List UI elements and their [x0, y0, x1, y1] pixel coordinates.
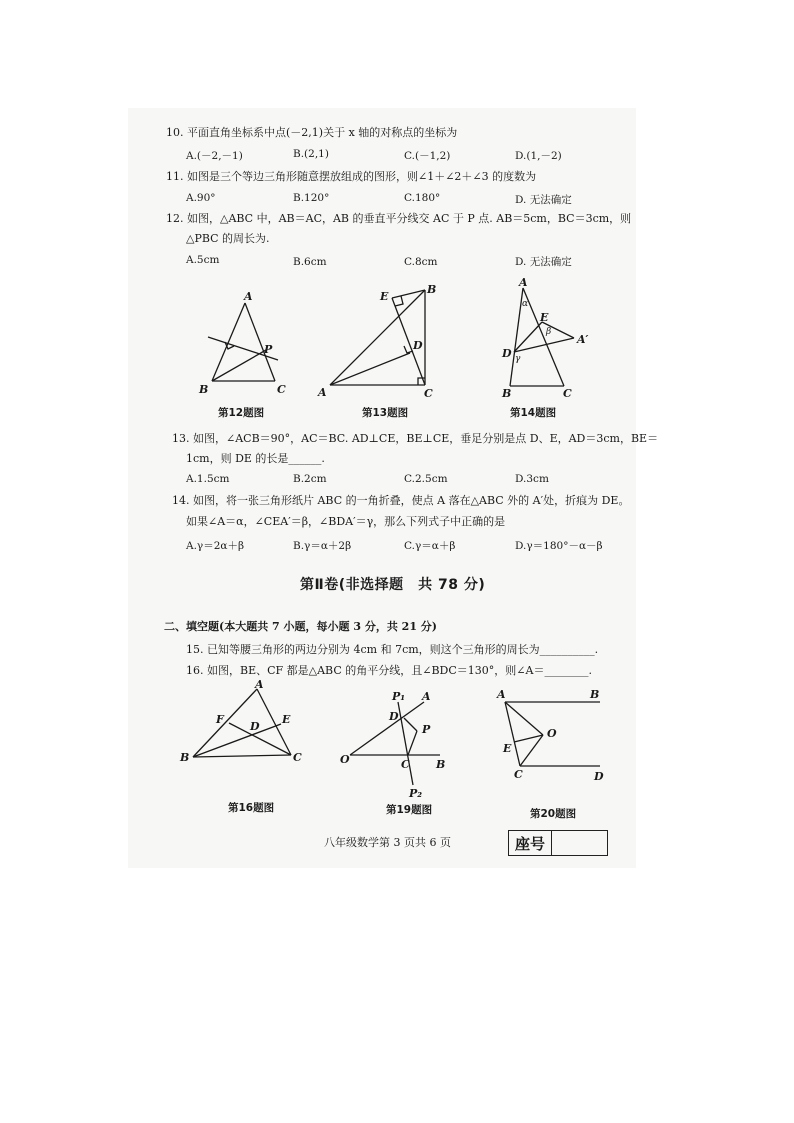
- fig16-label-e: E: [282, 713, 291, 726]
- fig13-caption: 第13题图: [362, 407, 409, 419]
- q12-option-c: C.8cm: [404, 256, 438, 268]
- q16-stem: 16. 如图，BE、CF 都是△ABC 的角平分线，且∠BDC＝130°，则∠A＝________.: [186, 664, 592, 677]
- q12-option-b: B.6cm: [293, 256, 327, 268]
- fig16-label-a: A: [255, 678, 264, 691]
- fig16-label-d: D: [250, 720, 260, 733]
- fig13-label-c: C: [424, 387, 433, 400]
- fig16-label-b: B: [180, 751, 190, 764]
- fig14-label-a-prime: A′: [577, 333, 589, 346]
- fig12-label-c: C: [277, 383, 286, 396]
- q15-stem: 15. 已知等腰三角形的两边分别为 4cm 和 7cm，则这个三角形的周长为__________.: [186, 643, 599, 656]
- q12-stem-line2: △PBC 的周长为.: [186, 232, 270, 245]
- q13-stem-line2: 1cm，则 DE 的长是______.: [186, 452, 325, 465]
- fig14-label-b: B: [502, 387, 512, 400]
- fig19-label-o: O: [340, 753, 350, 766]
- fig14-label-alpha: α: [522, 299, 529, 309]
- fig19-label-p1: P₁: [392, 690, 406, 703]
- seat-label: 座号: [509, 831, 552, 855]
- fig19-caption: 第19题图: [386, 804, 433, 816]
- q13-stem-line1: 13. 如图，∠ACB＝90°，AC＝BC. AD⊥CE，BE⊥CE，垂足分别是点 D、E，AD＝3cm，BE＝: [172, 432, 659, 445]
- fig12-label-p: P: [264, 343, 273, 356]
- fig14-caption: 第14题图: [510, 407, 557, 419]
- fig20-label-d: D: [594, 770, 604, 783]
- fig19-label-p2: P₂: [409, 787, 423, 800]
- fig12-caption: 第12题图: [218, 407, 265, 419]
- fig14-label-beta: β: [546, 327, 552, 337]
- q14-option-d: D.γ＝180°－α－β: [515, 540, 603, 552]
- fig20-label-c: C: [514, 768, 523, 781]
- fig20-caption: 第20题图: [530, 808, 577, 820]
- q10-option-c: C.(－1,2): [404, 150, 451, 162]
- fig13-label-e: E: [380, 290, 389, 303]
- q10-stem: 10. 平面直角坐标系中点(－2,1)关于 x 轴的对称点的坐标为: [166, 126, 458, 139]
- part-2-header: 二、填空题(本大题共 7 小题，每小题 3 分，共 21 分): [164, 620, 438, 633]
- q12-option-a: A.5cm: [186, 254, 220, 266]
- q10-option-b: B.(2,1): [293, 148, 329, 160]
- fig12-label-b: B: [199, 383, 209, 396]
- q14-option-c: C.γ＝α＋β: [404, 540, 456, 552]
- q11-option-c: C.180°: [404, 192, 441, 204]
- q14-stem-line1: 14. 如图，将一张三角形纸片 ABC 的一角折叠，使点 A 落在△ABC 外的 A′处，折痕为 DE。: [172, 494, 630, 507]
- q12-stem-line1: 12. 如图，△ABC 中，AB＝AC，AB 的垂直平分线交 AC 于 P 点. AB＝5cm，BC＝3cm，则: [166, 212, 632, 225]
- fig19-label-p: P: [422, 723, 431, 736]
- fig19-label-c: C: [401, 758, 410, 771]
- fig13-label-a: A: [318, 386, 327, 399]
- fig14-label-a: A: [519, 276, 528, 289]
- fig16-label-f: F: [216, 713, 224, 726]
- q11-option-d: D. 无法确定: [515, 194, 572, 206]
- q14-option-a: A.γ＝2α＋β: [186, 540, 245, 552]
- fig19-label-b: B: [436, 758, 446, 771]
- q10-option-a: A.(－2,－1): [186, 150, 243, 162]
- fig13-label-b: B: [427, 283, 437, 296]
- q13-option-a: A.1.5cm: [186, 473, 230, 485]
- fig12-label-a: A: [244, 290, 253, 303]
- q10-option-d: D.(1,－2): [515, 150, 562, 162]
- q11-option-b: B.120°: [293, 192, 330, 204]
- fig16-caption: 第16题图: [228, 802, 275, 814]
- q11-stem: 11. 如图是三个等边三角形随意摆放组成的图形，则∠1＋∠2＋∠3 的度数为: [166, 170, 537, 183]
- q14-stem-line2: 如果∠A＝α，∠CEA′＝β，∠BDA′＝γ，那么下列式子中正确的是: [186, 515, 506, 528]
- q12-option-d: D. 无法确定: [515, 256, 572, 268]
- seat-number-field[interactable]: [552, 831, 607, 855]
- fig19-label-a: A: [422, 690, 431, 703]
- q13-option-b: B.2cm: [293, 473, 327, 485]
- fig14-label-gamma: γ: [515, 354, 521, 364]
- page-footer: 八年级数学第 3 页共 6 页: [324, 836, 451, 849]
- section-2-title: 第Ⅱ卷(非选择题 共 78 分): [300, 577, 486, 593]
- q13-option-d: D.3cm: [515, 473, 549, 485]
- fig20-label-e: E: [503, 742, 512, 755]
- fig13-label-d: D: [413, 339, 423, 352]
- fig20-label-a: A: [497, 688, 506, 701]
- fig20-label-o: O: [547, 727, 557, 740]
- fig16-label-c: C: [293, 751, 302, 764]
- q14-option-b: B.γ＝α＋2β: [293, 540, 352, 552]
- fig14-label-c: C: [563, 387, 572, 400]
- fig14-label-d: D: [502, 347, 512, 360]
- q11-option-a: A.90°: [186, 192, 216, 204]
- fig19-label-d: D: [389, 710, 399, 723]
- q13-option-c: C.2.5cm: [404, 473, 448, 485]
- fig14-label-e: E: [540, 311, 549, 324]
- seat-number-box: [508, 830, 608, 856]
- fig20-label-b: B: [590, 688, 600, 701]
